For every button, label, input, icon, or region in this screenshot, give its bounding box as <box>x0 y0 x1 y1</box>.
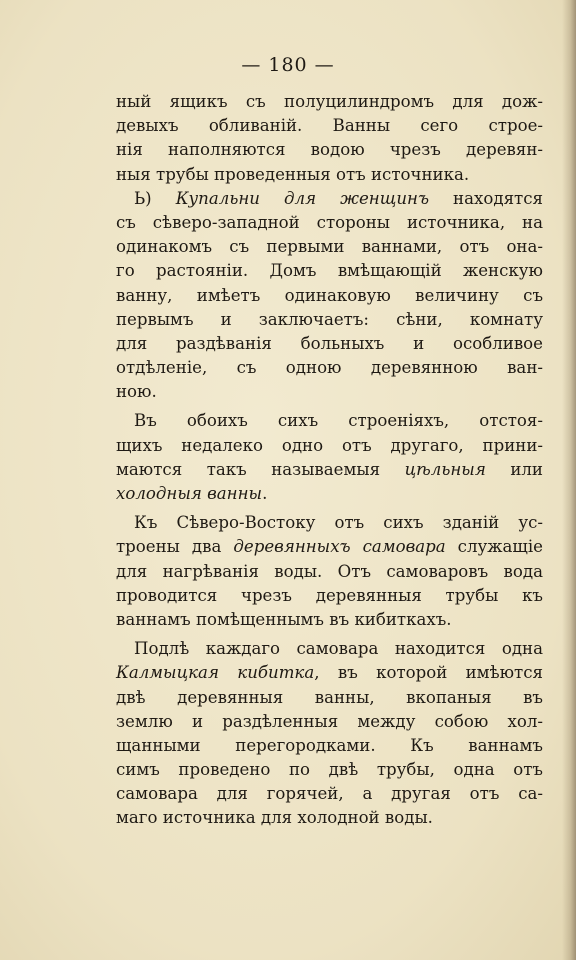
text-line: самовара для горячей, а другая отъ са- <box>116 784 543 804</box>
text-line: съ сѣверо-западной стороны источника, на <box>116 212 543 232</box>
text-line: землю и раздѣленныя между собою хол- <box>116 711 543 731</box>
text-line: для нагрѣванія воды. Отъ самоваровъ вода <box>116 561 543 581</box>
text-line: щихъ недалеко одно отъ другаго, прини- <box>116 435 543 455</box>
text-line <box>116 535 543 559</box>
list-marker: Ь) <box>134 188 176 208</box>
text-line: двѣ деревянныя ванны, вкопаныя въ <box>116 687 543 707</box>
text-line: Въ обоихъ сихъ строеніяхъ, отстоя- <box>134 411 543 431</box>
text-line: одинакомъ съ первыми ваннами, отъ она- <box>116 237 543 257</box>
page-number: — 180 — <box>241 54 335 76</box>
page-edge-shadow <box>562 0 576 960</box>
text-line <box>116 458 543 482</box>
text-line: маго источника для холодной воды. <box>116 808 433 828</box>
text-span: троены два <box>116 537 234 557</box>
text-line: щанными перегородками. Къ ваннамъ <box>116 735 543 755</box>
text-span: маются такъ называемыя <box>116 459 405 479</box>
text-span: или <box>485 459 543 479</box>
text-line: нія наполняются водою чрезъ деревян- <box>116 140 543 160</box>
text-line: Къ Сѣверо-Востоку отъ сихъ зданій ус- <box>134 513 543 533</box>
text-line: отдѣленіе, съ одною деревянною ван- <box>116 358 543 378</box>
italic-term: холодныя ванны <box>116 484 263 503</box>
italic-term: деревянныхъ самовара <box>233 537 446 557</box>
italic-term: цѣльныя <box>404 459 486 479</box>
text-line: ванну, имѣетъ одинаковую величину съ <box>116 285 543 305</box>
text-span: . <box>262 484 268 503</box>
text-line: ный ящикъ съ полуцилиндромъ для дож- <box>116 92 543 111</box>
text-line: девыхъ обливаній. Ванны сего строе- <box>116 116 543 136</box>
text-line: го растояніи. Домъ вмѣщающій женскую <box>116 261 543 281</box>
text-line: Подлѣ каждаго самовара находится одна <box>134 639 543 659</box>
text-line <box>116 661 543 685</box>
text-line: ныя трубы проведенныя отъ источника. <box>116 164 470 184</box>
text-line: ваннамъ помѣщеннымъ въ кибиткахъ. <box>116 609 452 629</box>
text-line: для раздѣванія больныхъ и особливое <box>116 333 543 353</box>
text-line <box>116 482 543 506</box>
text-line: первымъ и заключаетъ: сѣни, комнату <box>116 309 543 329</box>
text-line: симъ проведено по двѣ трубы, одна отъ <box>116 760 543 780</box>
text-span: служащіе <box>445 537 543 557</box>
text-line: ною. <box>116 382 157 402</box>
text-span: находятся <box>429 188 543 208</box>
text-span: , въ которой имѣются <box>314 663 543 683</box>
text-line: проводится чрезъ деревянныя трубы къ <box>116 585 543 605</box>
italic-term: Купальни для женщинъ <box>175 188 430 208</box>
page-body-text <box>116 90 543 831</box>
italic-term: Калмыцкая кибитка <box>116 663 315 683</box>
text-line <box>116 187 543 211</box>
